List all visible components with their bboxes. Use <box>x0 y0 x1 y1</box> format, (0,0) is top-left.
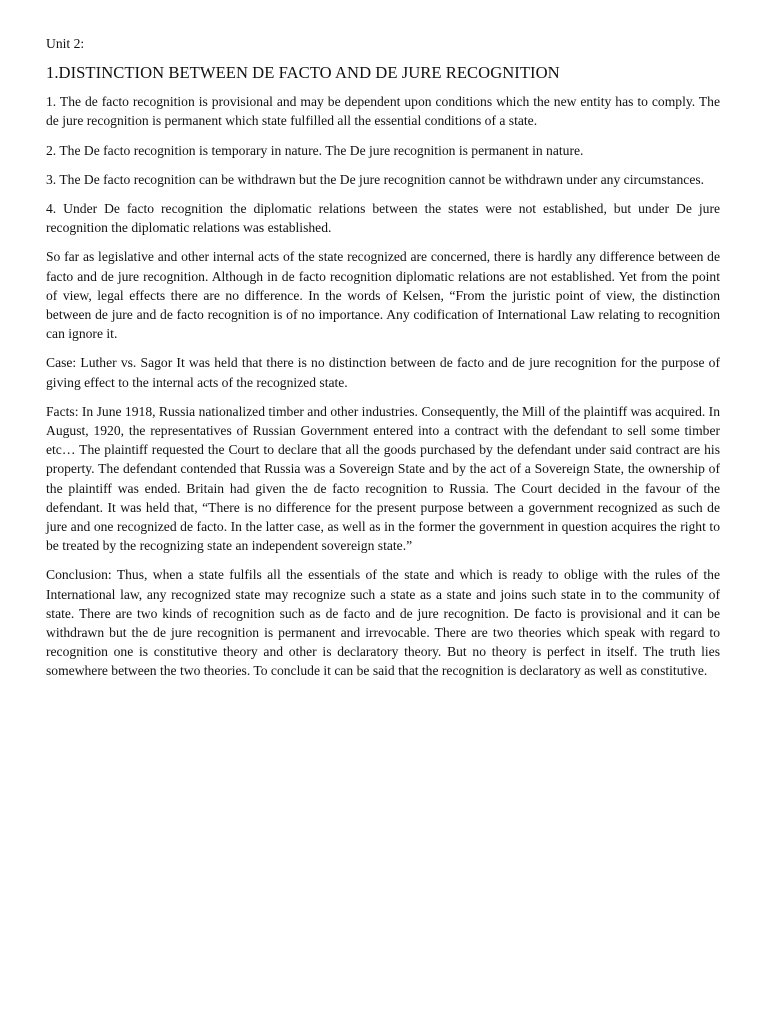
document-page <box>46 34 720 691</box>
point-1-paragraph: 1. The de facto recognition is provisional and may be dependent upon conditions which the new entity has to comply. The de jure recognition is permanent which state fulfilled all the essential conditions of a state. <box>46 94 720 129</box>
point-3-paragraph: 3. The De facto recognition can be withdrawn but the De jure recognition cannot be withdrawn under any circumstances. <box>46 171 705 187</box>
point-2-paragraph: 2. The De facto recognition is temporary in nature. The De jure recognition is permanent in nature. <box>46 142 584 158</box>
section-heading: 1.DISTINCTION BETWEEN DE FACTO AND DE JURE RECOGNITION <box>46 63 560 83</box>
conclusion-paragraph: Conclusion: Thus, when a state fulfils all the essentials of the state and which is ready to oblige with the rules of the International law, any recognized state may recognize such a state as a state and joins such state in to the community of state. There are two kinds of recognition such as de facto and de jure recognition. De facto is provisional and it can be withdrawn but the de jure recognition is permanent and irrevocable. There are two theories which speak with regard to recognition one is constitutive theory and other is declaratory theory. But no theory is perfect in itself. The truth lies somewhere between the two theories. To conclude it can be said that the recognition is declaratory as well as constitutive. <box>46 567 720 679</box>
facts-paragraph: Facts: In June 1918, Russia nationalized timber and other industries. Consequently, the Mill of the plaintiff was acquired. In August, 1920, the representatives of Russian Government entered into a contract with the defendant to sell some timber etc… The plaintiff requested the Court to declare that all the goods purchased by the defendant under said contract are his property. The defendant contended that Russia was a Sovereign State and by the act of a Sovereign State, the ownership of the plaintiff was ended. Britain had given the de facto recognition to Russia. The Court decided in the favour of the defendant. It was held that, “There is no difference for the present purpose between a government recognized as such de jure and one recognized de facto. In the latter case, as well as in the former the government in question acquires the right to be treated by the recognizing state an independent sovereign state.” <box>46 403 720 554</box>
point-4-paragraph: 4. Under De facto recognition the diplomatic relations between the states were not established, but under De jure recognition the diplomatic relations was established. <box>46 201 720 236</box>
case-paragraph: Case: Luther vs. Sagor It was held that there is no distinction between de facto and de jure recognition for the purpose of giving effect to the internal acts of the recognized state. <box>46 355 720 390</box>
kelsen-paragraph: So far as legislative and other internal acts of the state recognized are concerned, there is hardly any difference between de facto and de jure recognition. Although in de facto recognition diplomatic relations are not established. Yet from the point of view, legal effects there are no difference. In the words of Kelsen, “From the juristic point of view, the distinction between de jure and de facto recognition is of no importance. Any codification of International Law relating to recognition can ignore it. <box>46 249 720 342</box>
unit-label: Unit 2: <box>46 36 85 51</box>
